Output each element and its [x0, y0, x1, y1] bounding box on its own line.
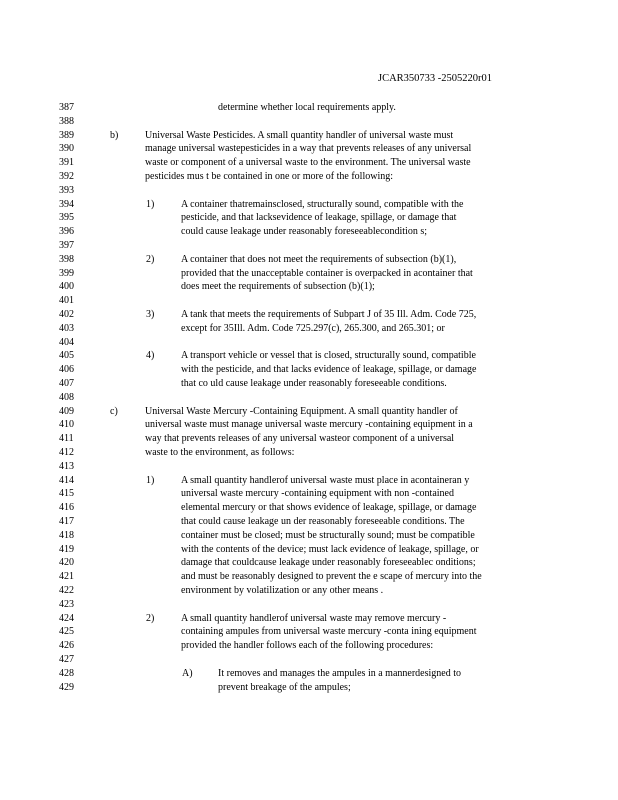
- body-text: It removes and manages the ampules in a mannerdesigned to: [218, 667, 461, 679]
- body-text: elemental mercury or that shows evidence of leakage, spillage, or damage: [181, 502, 477, 514]
- line-number: 414: [59, 474, 74, 486]
- subsection-label: 3): [146, 309, 155, 320]
- line-number: 423: [59, 598, 74, 610]
- line-number: 390: [59, 143, 74, 155]
- body-text: prevent breakage of the ampules;: [218, 681, 351, 693]
- line-number: 420: [59, 557, 74, 569]
- line-number: 399: [59, 267, 74, 279]
- document-id-header: JCAR350733 -2505220r01: [378, 73, 493, 84]
- line-number: 409: [59, 405, 74, 417]
- line-number: 417: [59, 516, 74, 527]
- line-number: 394: [59, 198, 74, 210]
- line-number: 388: [59, 115, 74, 127]
- body-text: A container that does not meet the requirements of subsection (b)(1),: [181, 253, 457, 265]
- line-number: 418: [59, 529, 74, 541]
- line-number: 415: [59, 488, 74, 500]
- line-number: 413: [59, 460, 74, 472]
- subsection-label: b): [110, 129, 119, 141]
- line-number: 402: [59, 309, 74, 320]
- line-number: 424: [59, 612, 74, 624]
- body-text: way that prevents releases of any universal wasteor component of a universal: [145, 433, 455, 445]
- line-number: 419: [59, 543, 74, 555]
- line-number: 389: [59, 129, 74, 141]
- line-number: 428: [59, 667, 74, 679]
- body-text: damage that couldcause leakage under reasonably foreseeablec onditions;: [181, 557, 476, 569]
- body-text: A tank that meets the requirements of Subpart J of 35 Ill. Adm. Code 725,: [181, 309, 477, 320]
- line-number: 410: [59, 419, 74, 431]
- line-number: 407: [59, 378, 74, 389]
- line-number: 422: [59, 585, 74, 596]
- body-text: waste to the environment, as follows:: [145, 447, 295, 458]
- body-text: does meet the requirements of subsection (b)(1);: [181, 281, 375, 293]
- body-text: except for 35Ill. Adm. Code 725.297(c), 265.300, and 265.301; or: [181, 322, 445, 334]
- body-text: that could cause leakage un der reasonably foreseeable conditions. The: [181, 516, 465, 527]
- subsection-label: 4): [146, 350, 155, 362]
- subsection-label: A): [182, 667, 193, 679]
- body-text: universal waste must manage universal waste mercury -containing equipment in a: [145, 419, 473, 431]
- subsection-label: 2): [146, 253, 155, 265]
- body-text: universal waste mercury -containing equipment with non -contained: [181, 488, 454, 500]
- line-number: 398: [59, 253, 74, 265]
- body-text: A small quantity handlerof universal waste must place in acontaineran y: [181, 474, 470, 486]
- body-text: A small quantity handlerof universal waste may remove mercury -: [181, 612, 447, 624]
- body-text: pesticides mus t be contained in one or more of the following:: [145, 171, 393, 182]
- body-text: that co uld cause leakage under reasonably foreseeable conditions.: [181, 378, 447, 389]
- line-number: 408: [59, 391, 74, 403]
- body-text: container must be closed; must be structurally sound; must be compatible: [181, 529, 475, 541]
- body-text: A transport vehicle or vessel that is closed, structurally sound, compatible: [181, 350, 476, 362]
- body-text: could cause leakage under reasonably foreseeablecondition s;: [181, 226, 428, 238]
- line-number: 400: [59, 281, 74, 293]
- line-number: 396: [59, 226, 74, 238]
- body-text: waste or component of a universal waste to the environment. The universal waste: [145, 157, 471, 169]
- line-number: 412: [59, 447, 74, 458]
- body-text: provided that the unacceptable container is overpacked in acontainer that: [181, 267, 473, 279]
- line-number: 403: [59, 322, 74, 334]
- subsection-label: 1): [146, 198, 155, 210]
- subsection-label: 1): [146, 474, 155, 486]
- line-number: 392: [59, 171, 74, 182]
- line-number: 401: [59, 295, 74, 307]
- body-text: pesticide, and that lacksevidence of leakage, spillage, or damage that: [181, 212, 457, 224]
- body-text: A container thatremainsclosed, structurally sound, compatible with the: [181, 198, 464, 210]
- body-text: provided the handler follows each of the following procedures:: [181, 640, 434, 652]
- subsection-label: 2): [146, 612, 155, 624]
- body-text: environment by volatilization or any other means .: [181, 585, 384, 596]
- line-number: 411: [59, 433, 74, 445]
- body-text: determine whether local requirements apply.: [218, 102, 396, 113]
- line-number: 405: [59, 350, 74, 362]
- body-text: containing ampules from universal waste mercury -conta ining equipment: [181, 626, 477, 638]
- line-number: 404: [59, 336, 74, 348]
- line-number: 426: [59, 640, 74, 652]
- body-text: manage universal wastepesticides in a way that prevents releases of any universal: [145, 143, 472, 155]
- line-number: 406: [59, 364, 74, 376]
- line-number: 393: [59, 184, 74, 196]
- line-number: 427: [59, 654, 74, 665]
- line-number: 425: [59, 626, 74, 638]
- line-number: 395: [59, 212, 74, 224]
- body-text: with the contents of the device; must lack evidence of leakage, spillage, or: [181, 543, 479, 555]
- body-text: Universal Waste Mercury -Containing Equipment. A small quantity handler of: [145, 405, 458, 417]
- subsection-label: c): [110, 405, 118, 417]
- line-number: 416: [59, 502, 74, 514]
- line-number: 391: [59, 157, 74, 169]
- line-number: 387: [59, 102, 74, 113]
- body-text: with the pesticide, and that lacks evidence of leakage, spillage, or damage: [181, 364, 477, 376]
- body-text: and must be reasonably designed to prevent the e scape of mercury into the: [181, 571, 482, 583]
- line-number: 421: [59, 571, 74, 583]
- line-number: 397: [59, 240, 74, 251]
- body-text: Universal Waste Pesticides. A small quantity handler of universal waste must: [145, 129, 454, 141]
- line-number: 429: [59, 681, 74, 693]
